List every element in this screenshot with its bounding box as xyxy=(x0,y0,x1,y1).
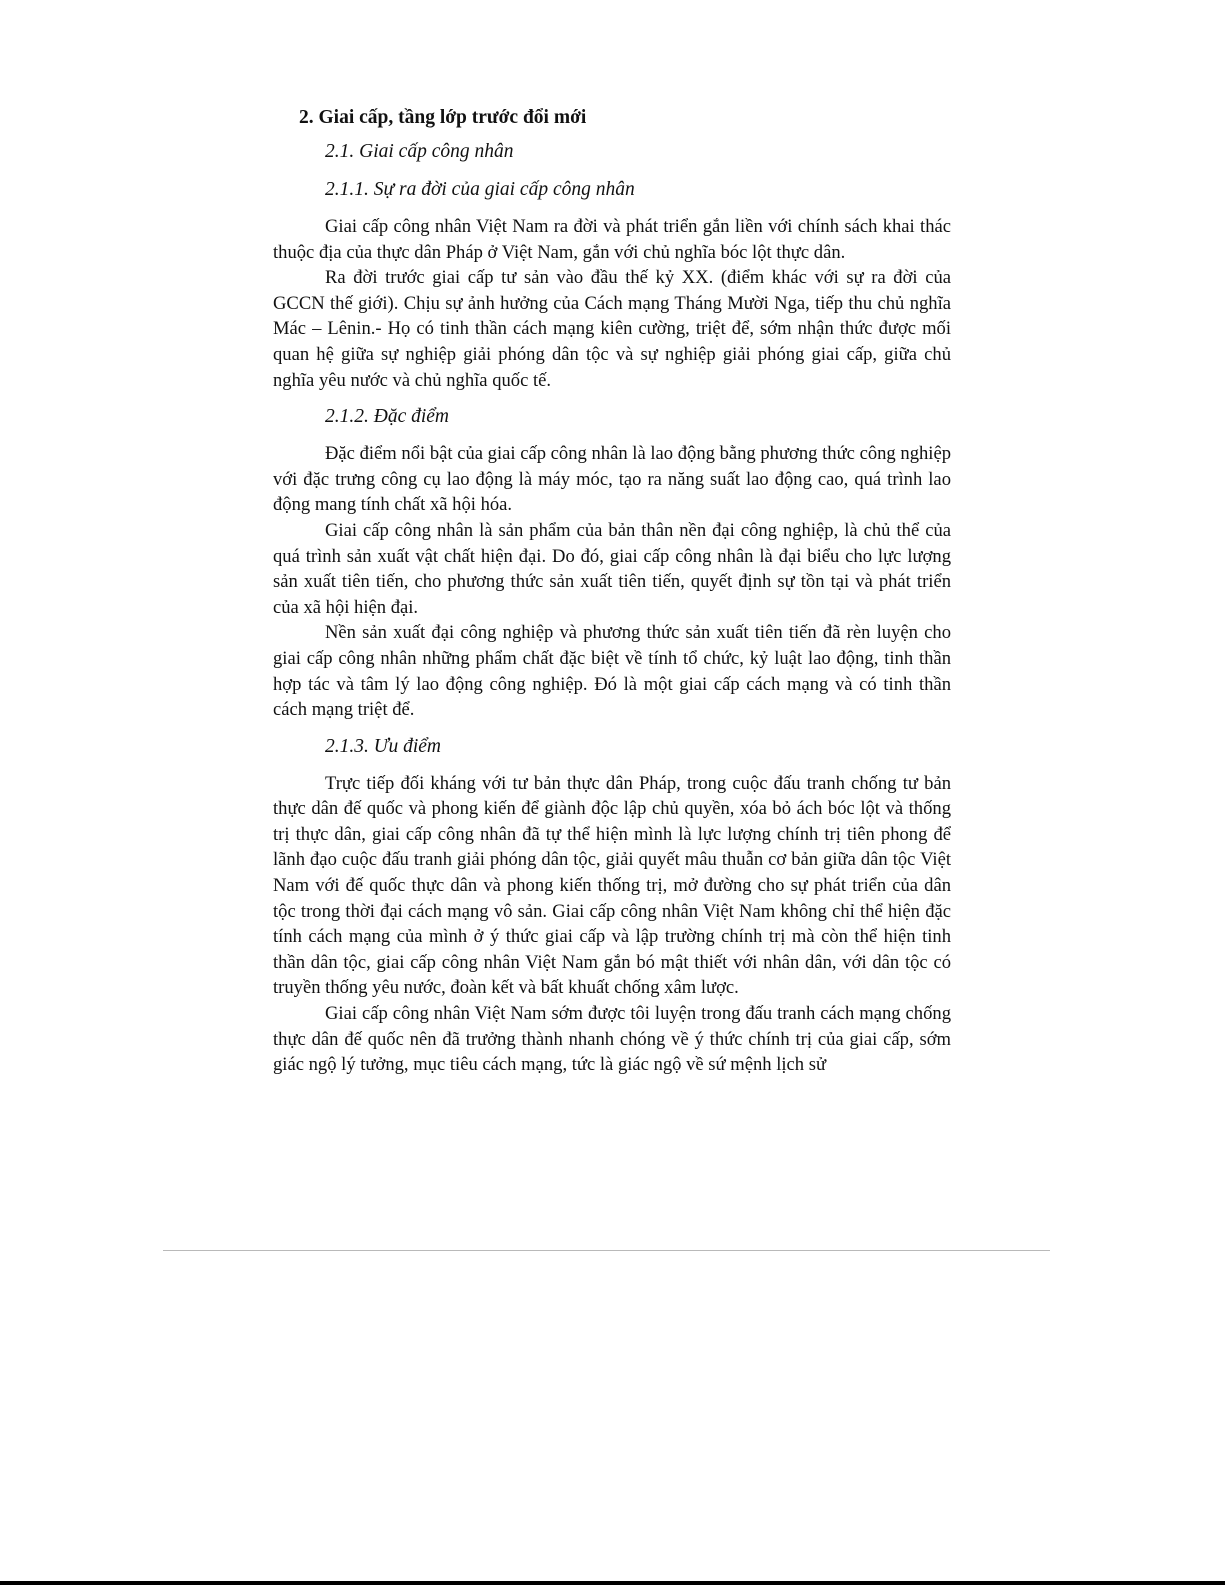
paragraph: Giai cấp công nhân Việt Nam sớm được tôi luyện trong đấu tranh cách mạng chống thực dân đế quốc nên đã trưởng thành nhanh chóng về ý thức chính trị của giai cấp, sớm giác ngộ lý tưởng, mục tiêu cách mạng, tức là giác ngộ về sứ mệnh lịch sử xyxy=(273,1003,951,1076)
paragraph: Giai cấp công nhân là sản phẩm của bản thân nền đại công nghiệp, là chủ thể của quá trình sản xuất vật chất hiện đại. Do đó, giai cấp công nhân là đại biểu cho lực lượng sản xuất tiên tiến, cho phương thức sản xuất tiên tiến, quyết định sự tồn tại và phát triển của xã hội hiện đại. xyxy=(273,519,951,618)
paragraph: Trực tiếp đối kháng với tư bản thực dân Pháp, trong cuộc đấu tranh chống tư bản thực dân đế quốc và phong kiến để giành độc lập chủ quyền, xóa bỏ ách bóc lột và thống trị thực dân, giai cấp công nhân đã tự thể hiện mình là lực lượng chính trị tiên phong để lãnh đạo cuộc đấu tranh giải phóng dân tộc, giải quyết mâu thuẫn cơ bản giữa dân tộc Việt Nam với đế quốc thực dân và phong kiến thống trị, mở đường cho sự phát triển của dân tộc trong thời đại cách mạng vô sản. Giai cấp công nhân Việt Nam không chỉ thể hiện đặc tính cách mạng của mình ở ý thức giai cấp và lập trường chính trị mà còn thể hiện tinh thần dân tộc, giai cấp công nhân Việt Nam gắn bó mật thiết với nhân dân, với dân tộc có truyền thống yêu nước, đoàn kết và bất khuất chống xâm lược. xyxy=(273,772,951,999)
page-content xyxy=(273,104,951,1078)
section-title-characteristics: 2.1.2. Đặc điểm xyxy=(325,406,450,428)
bottom-edge-bar xyxy=(0,1581,1225,1585)
sub-heading: 2.1. Giai cấp công nhân xyxy=(325,141,514,162)
paragraph: Nền sản xuất đại công nghiệp và phương thức sản xuất tiên tiến đã rèn luyện cho giai cấp công nhân những phẩm chất đặc biệt về tính tổ chức, kỷ luật lao động, tinh thần hợp tác và tâm lý lao động công nghiệp. Đó là một giai cấp cách mạng và có tinh thần cách mạng triệt để. xyxy=(273,622,951,721)
paragraph: Đặc điểm nổi bật của giai cấp công nhân là lao động bằng phương thức công nghiệp với đặc trưng công cụ lao động là máy móc, tạo ra năng suất lao động cao, quá trình lao động mang tính chất xã hội hóa. xyxy=(273,443,951,516)
page-break-divider xyxy=(163,1250,1050,1251)
section-title-origin: 2.1.1. Sự ra đời của giai cấp công nhân xyxy=(325,179,635,200)
section-heading-main: 2. Giai cấp, tầng lớp trước đổi mới xyxy=(299,107,587,128)
paragraph: Ra đời trước giai cấp tư sản vào đầu thế kỷ XX. (điểm khác với sự ra đời của GCCN thế giới). Chịu sự ảnh hưởng của Cách mạng Tháng Mười Nga, tiếp thu chủ nghĩa Mác – Lênin.- Họ có tinh thần cách mạng kiên cường, triệt để, sớm nhận thức được mối quan hệ giữa sự nghiệp giải phóng dân tộc và sự nghiệp giải phóng giai cấp, giữa chủ nghĩa yêu nước và chủ nghĩa quốc tế. xyxy=(273,267,951,391)
paragraph: Giai cấp công nhân Việt Nam ra đời và phát triển gắn liền với chính sách khai thác thuộc địa của thực dân Pháp ở Việt Nam, gắn với chủ nghĩa bóc lột thực dân. xyxy=(273,216,951,263)
section-title-advantages: 2.1.3. Ưu điểm xyxy=(325,735,441,757)
